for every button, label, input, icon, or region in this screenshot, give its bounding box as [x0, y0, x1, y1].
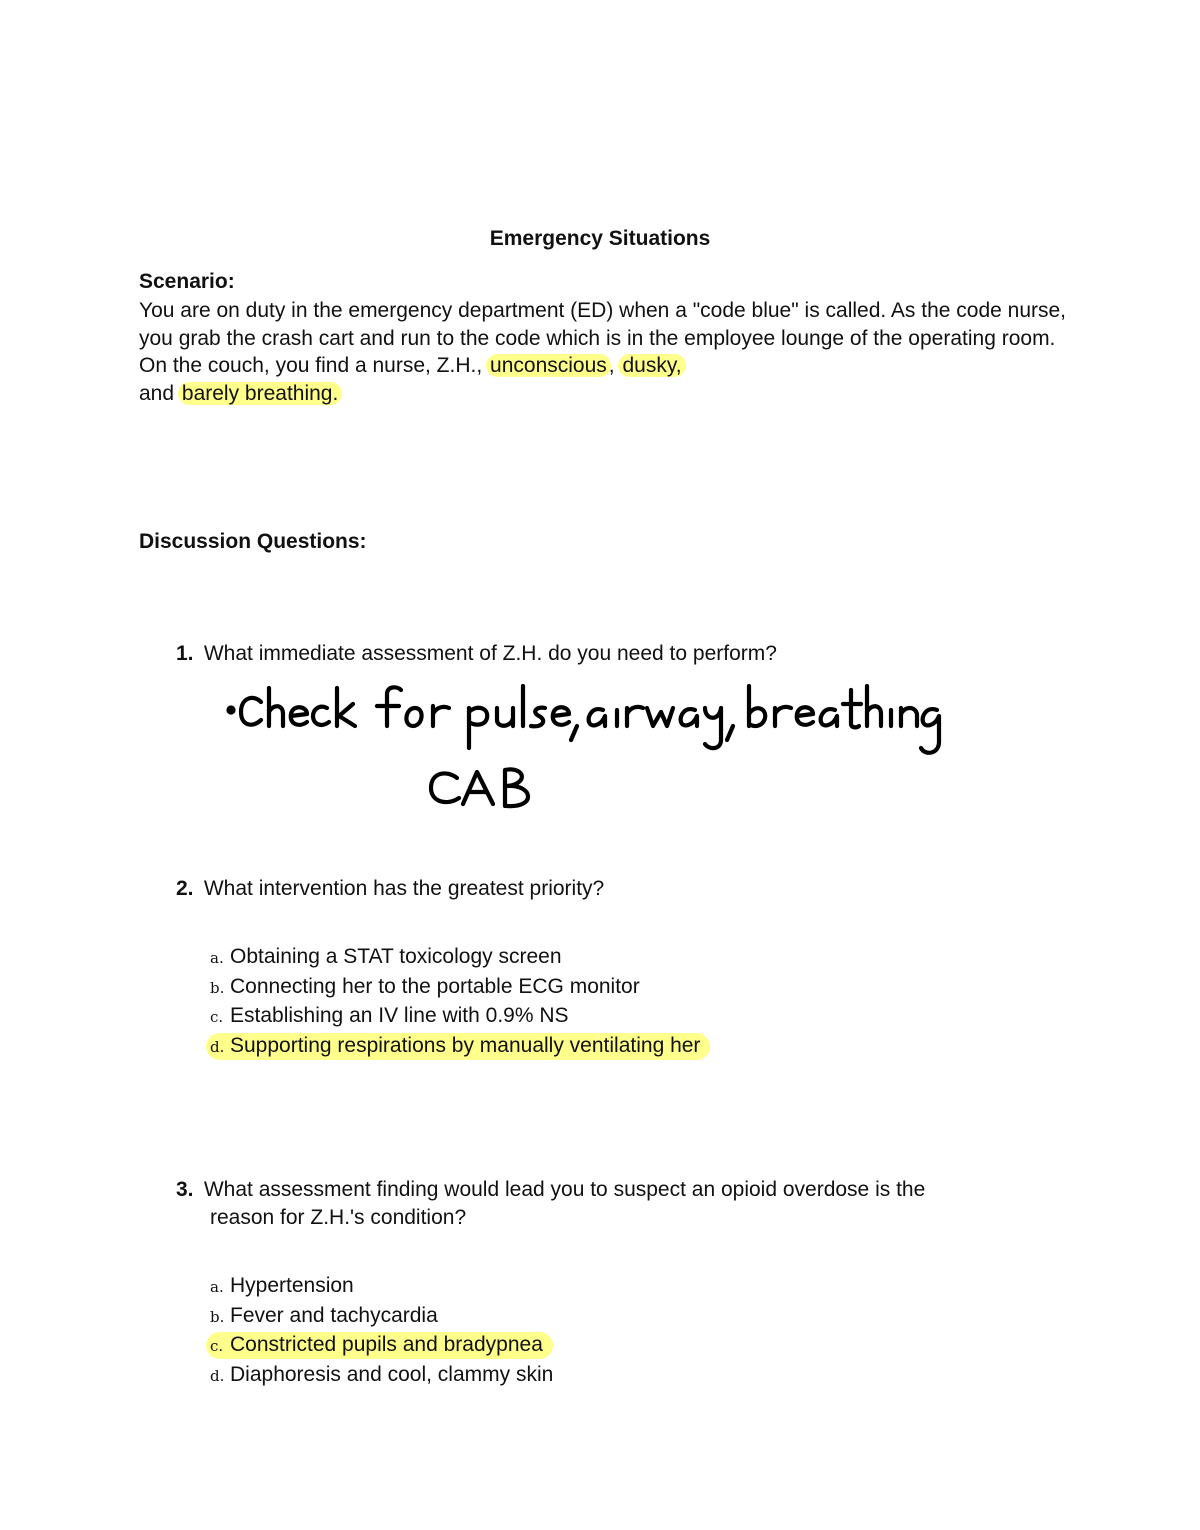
question-number: 1.	[176, 642, 194, 665]
highlight-barely-breathing: barely breathing.	[178, 382, 342, 405]
option-d	[210, 1361, 553, 1391]
option-b	[210, 1302, 553, 1332]
question-text-line-2: reason for Z.H.'s condition?	[210, 1205, 467, 1229]
question-3-options	[210, 1272, 553, 1390]
question-2-options	[210, 943, 710, 1061]
highlight-answer	[206, 1332, 553, 1359]
document-title: Emergency Situations	[489, 227, 711, 250]
option-text: Connecting her to the portable ECG monitor	[230, 974, 640, 998]
option-text: Supporting respirations by manually ventilating her	[230, 1033, 701, 1057]
option-text: Hypertension	[230, 1274, 354, 1297]
option-a	[210, 943, 710, 973]
option-letter: d.	[210, 1037, 225, 1056]
question-2	[176, 875, 1036, 903]
option-letter: b.	[210, 1307, 225, 1326]
scenario-text: You are on duty in the emergency department (ED) when a "code blue" is called. As the code nurse, you grab the crash cart and run to the code which is in the employee lounge of the operating room. On the couch, you find a nurse, Z.H.,	[139, 299, 1067, 377]
question-1	[176, 640, 1036, 668]
option-letter: c.	[210, 1008, 224, 1026]
option-letter: d.	[210, 1366, 225, 1385]
question-number: 3.	[176, 1178, 194, 1201]
scenario-text-and: and	[139, 381, 175, 405]
question-text: What immediate assessment of Z.H. do you need to perform?	[203, 642, 777, 665]
question-3	[176, 1176, 1036, 1231]
question-number: 2.	[176, 877, 194, 900]
option-text: Obtaining a STAT toxicology screen	[230, 945, 562, 968]
option-c-highlighted	[210, 1331, 553, 1361]
option-text: Diaphoresis and cool, clammy skin	[230, 1362, 554, 1386]
scenario-label: Scenario:	[139, 270, 235, 293]
highlight-dusky: dusky,	[618, 354, 685, 377]
option-text: Constricted pupils and bradypnea	[230, 1333, 543, 1356]
option-b	[210, 973, 710, 1003]
handwritten-answer	[225, 680, 945, 820]
option-a	[210, 1272, 553, 1302]
option-d-highlighted	[210, 1032, 710, 1062]
scenario-comma: ,	[608, 354, 615, 377]
option-c	[210, 1002, 710, 1032]
option-letter: c.	[210, 1337, 224, 1355]
option-letter: a.	[210, 949, 224, 967]
highlight-unconscious: unconscious	[486, 354, 611, 377]
option-letter: b.	[210, 978, 225, 997]
discussion-label: Discussion Questions:	[139, 530, 367, 553]
question-text-line-1: What assessment finding would lead you to suspect an opioid overdose is the	[203, 1178, 926, 1201]
option-text: Fever and tachycardia	[230, 1303, 438, 1327]
option-text: Establishing an IV line with 0.9% NS	[230, 1004, 569, 1027]
option-letter: a.	[210, 1278, 224, 1296]
scenario-paragraph	[139, 297, 1079, 407]
question-text: What intervention has the greatest priority?	[203, 877, 605, 900]
highlight-answer	[206, 1033, 710, 1060]
